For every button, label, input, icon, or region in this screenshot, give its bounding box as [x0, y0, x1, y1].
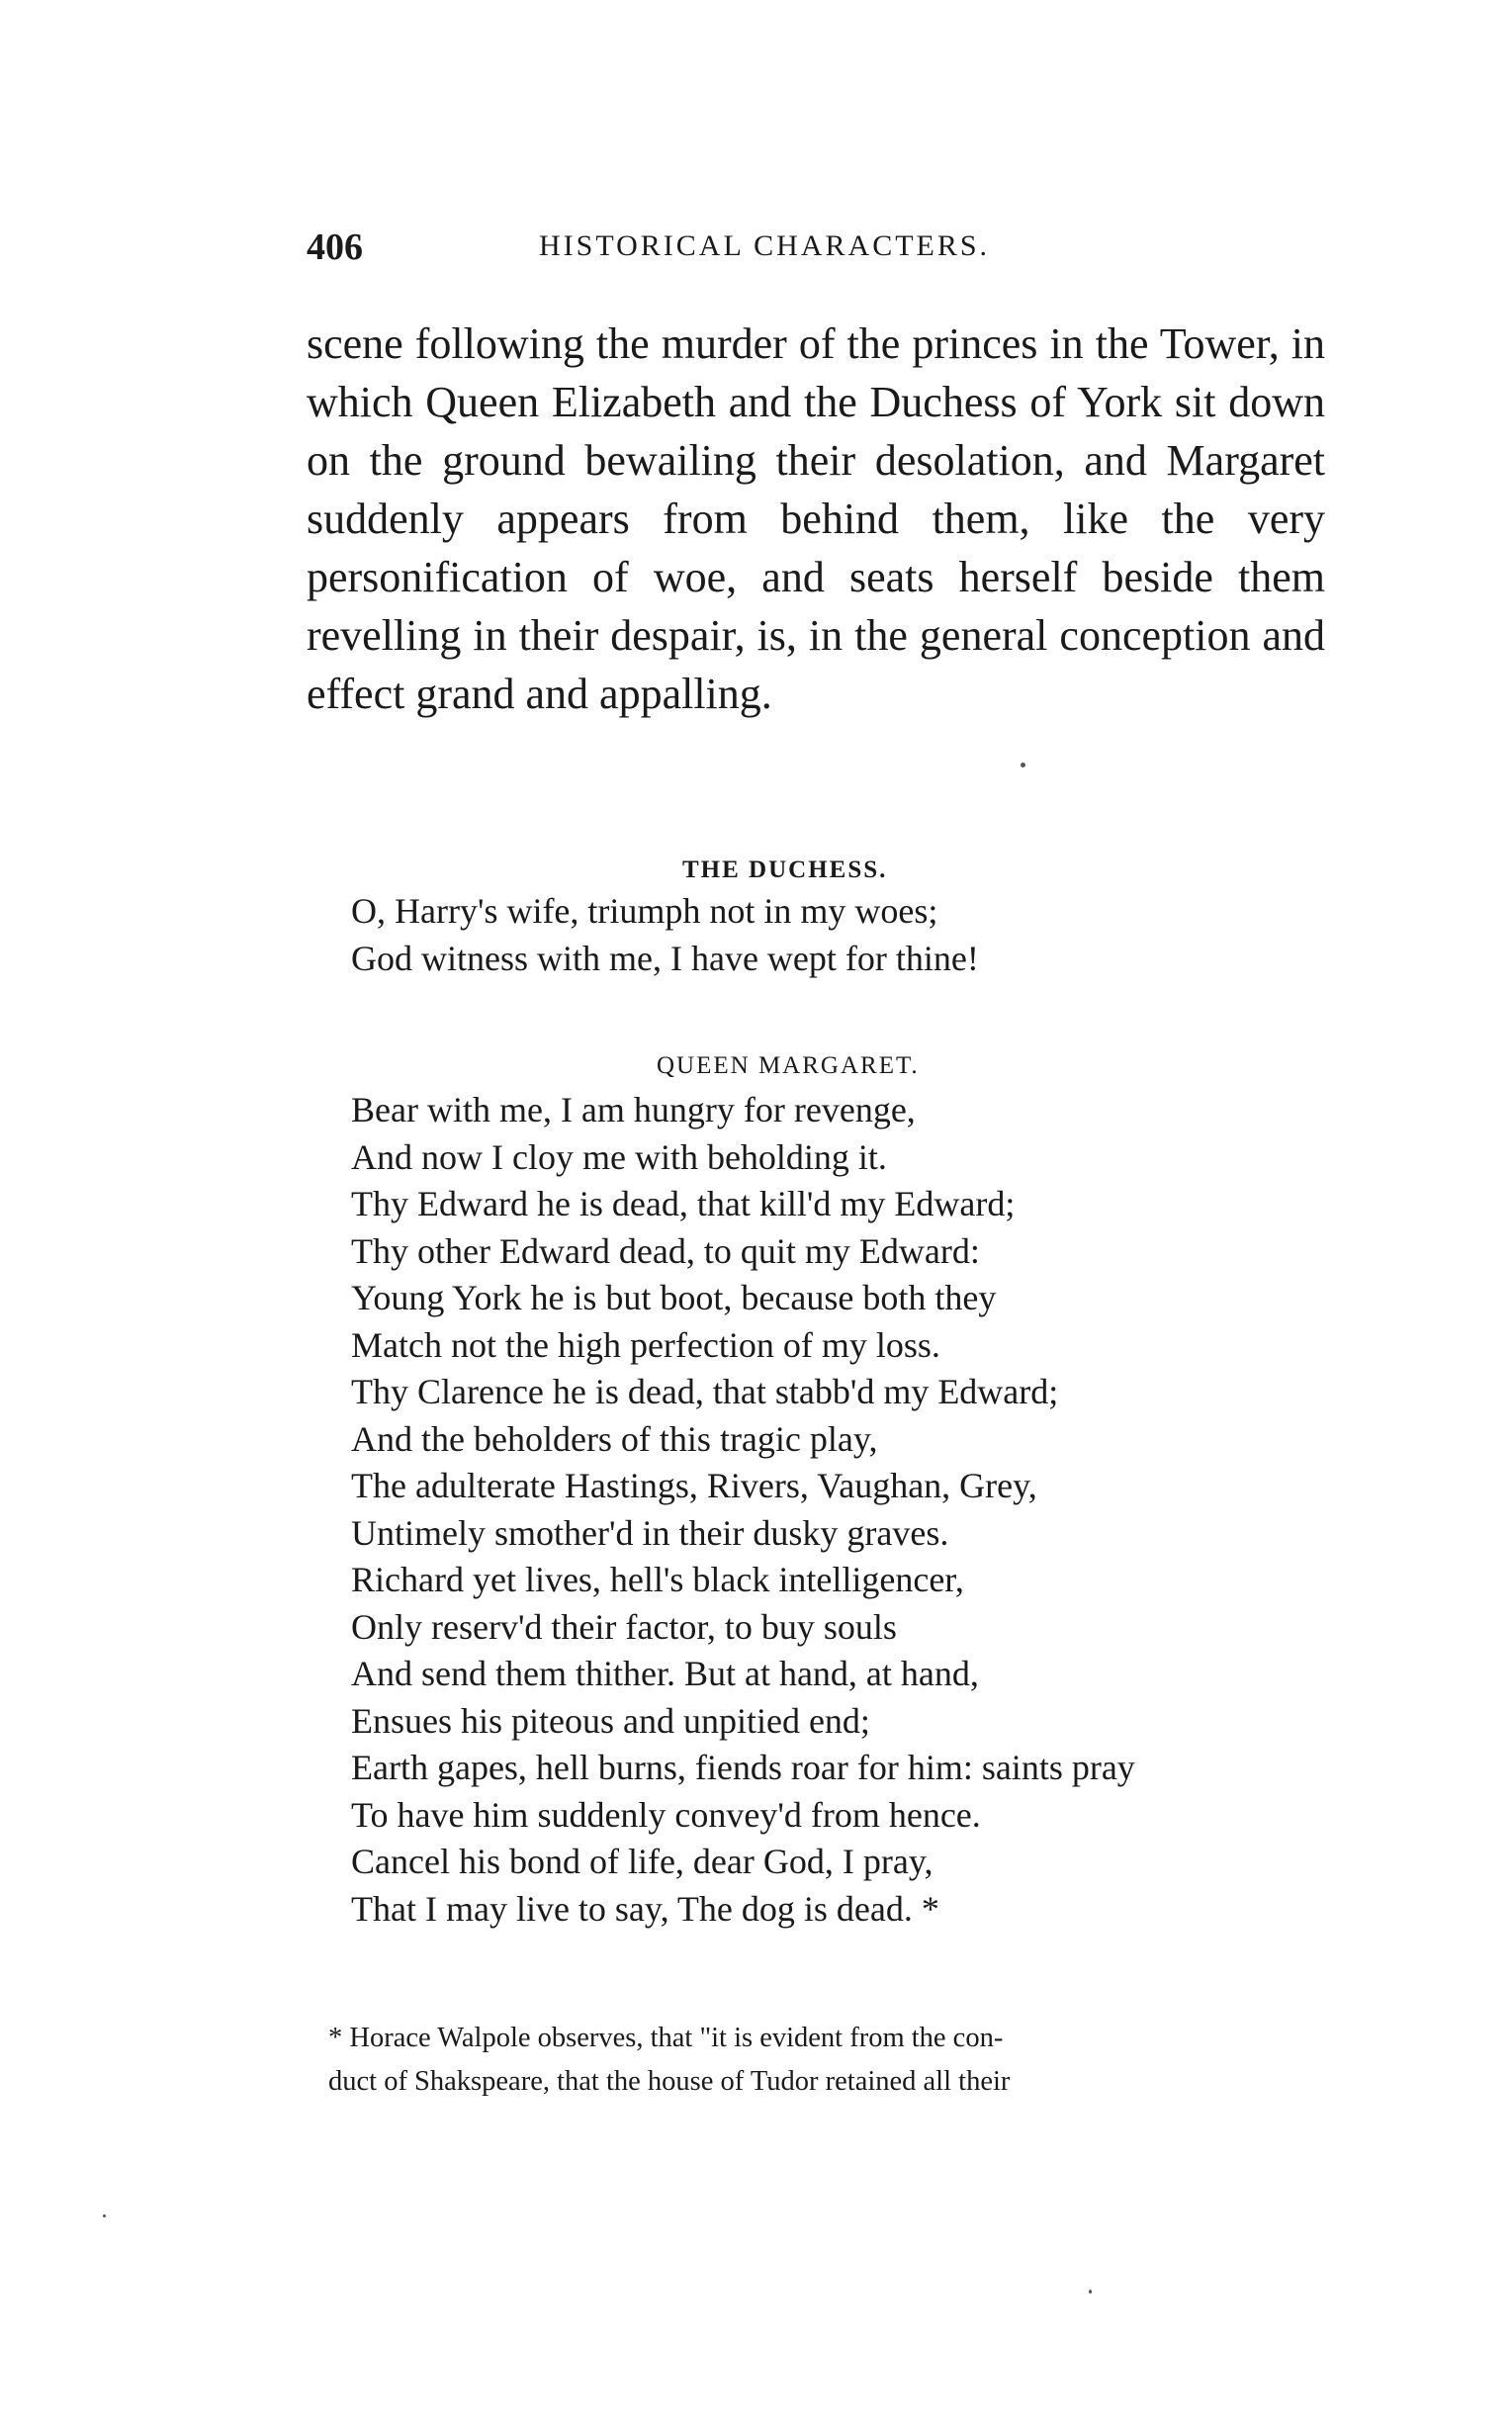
- verse-line: Thy Clarence he is dead, that stabb'd my Edward;: [351, 1372, 1059, 1411]
- prose-paragraph: [307, 315, 1325, 723]
- verse-line: Young York he is but boot, because both they: [351, 1278, 997, 1317]
- verse-line: O, Harry's wife, triumph not in my woes;: [351, 891, 938, 931]
- speaker-queen-margaret: QUEEN MARGARET.: [657, 1052, 920, 1079]
- verse-line: The adulterate Hastings, Rivers, Vaughan, Grey,: [351, 1466, 1037, 1505]
- verse-line: Bear with me, I am hungry for revenge,: [351, 1090, 916, 1129]
- verse-line: Untimely smother'd in their dusky graves.: [351, 1512, 949, 1553]
- verse-line: Match not the high perfection of my loss.: [351, 1324, 940, 1365]
- scan-speck: [103, 2214, 106, 2217]
- scan-speck: [1021, 763, 1025, 767]
- verse-line: Ensues his piteous and unpitied end;: [351, 1700, 870, 1741]
- page-number: 406: [307, 226, 363, 268]
- speaker-duchess: THE DUCHESS.: [682, 857, 888, 883]
- footnote-line: duct of Shakspeare, that the house of Tudor retained all their: [328, 2066, 1011, 2097]
- verse-line: Richard yet lives, hell's black intelligencer,: [351, 1560, 964, 1599]
- verse-line: Thy other Edward dead, to quit my Edward:: [351, 1230, 980, 1271]
- verse-line: And now I cloy me with beholding it.: [351, 1136, 887, 1177]
- page-header: [307, 226, 1295, 268]
- verse-line: And send them thither. But at hand, at hand,: [351, 1654, 979, 1693]
- scan-speck: [1089, 2290, 1092, 2294]
- verse-line: To have him suddenly convey'd from hence.: [351, 1794, 981, 1835]
- footnote: [328, 2017, 1327, 2104]
- running-head: HISTORICAL CHARACTERS.: [539, 229, 991, 262]
- margaret-verse: [351, 1087, 1320, 1933]
- verse-line: Earth gapes, hell burns, fiends roar for him: saints pray: [351, 1748, 1135, 1787]
- verse-line: God witness with me, I have wept for thine!: [351, 938, 979, 978]
- verse-line: Only reserv'd their factor, to buy souls: [351, 1606, 897, 1647]
- verse-line: And the beholders of this tragic play,: [351, 1418, 878, 1459]
- verse-line: Cancel his bond of life, dear God, I pray,: [351, 1842, 934, 1881]
- duchess-verse: [351, 888, 1320, 982]
- footnote-line: * Horace Walpole observes, that "it is evident from the con-: [328, 2023, 1004, 2053]
- verse-line: That I may live to say, The dog is dead. *: [351, 1888, 939, 1929]
- verse-line: Thy Edward he is dead, that kill'd my Edward;: [351, 1184, 1016, 1223]
- paragraph-text: scene following the murder of the princes in the Tower, in which Queen Elizabeth and the Duchess of York sit down on the ground bewailing their desolation, and Margaret suddenly appears from behind them, like the very personification of woe, and seats herself beside them revelling in their despair, is, in the general conception and effect grand and appalling.: [307, 319, 1325, 718]
